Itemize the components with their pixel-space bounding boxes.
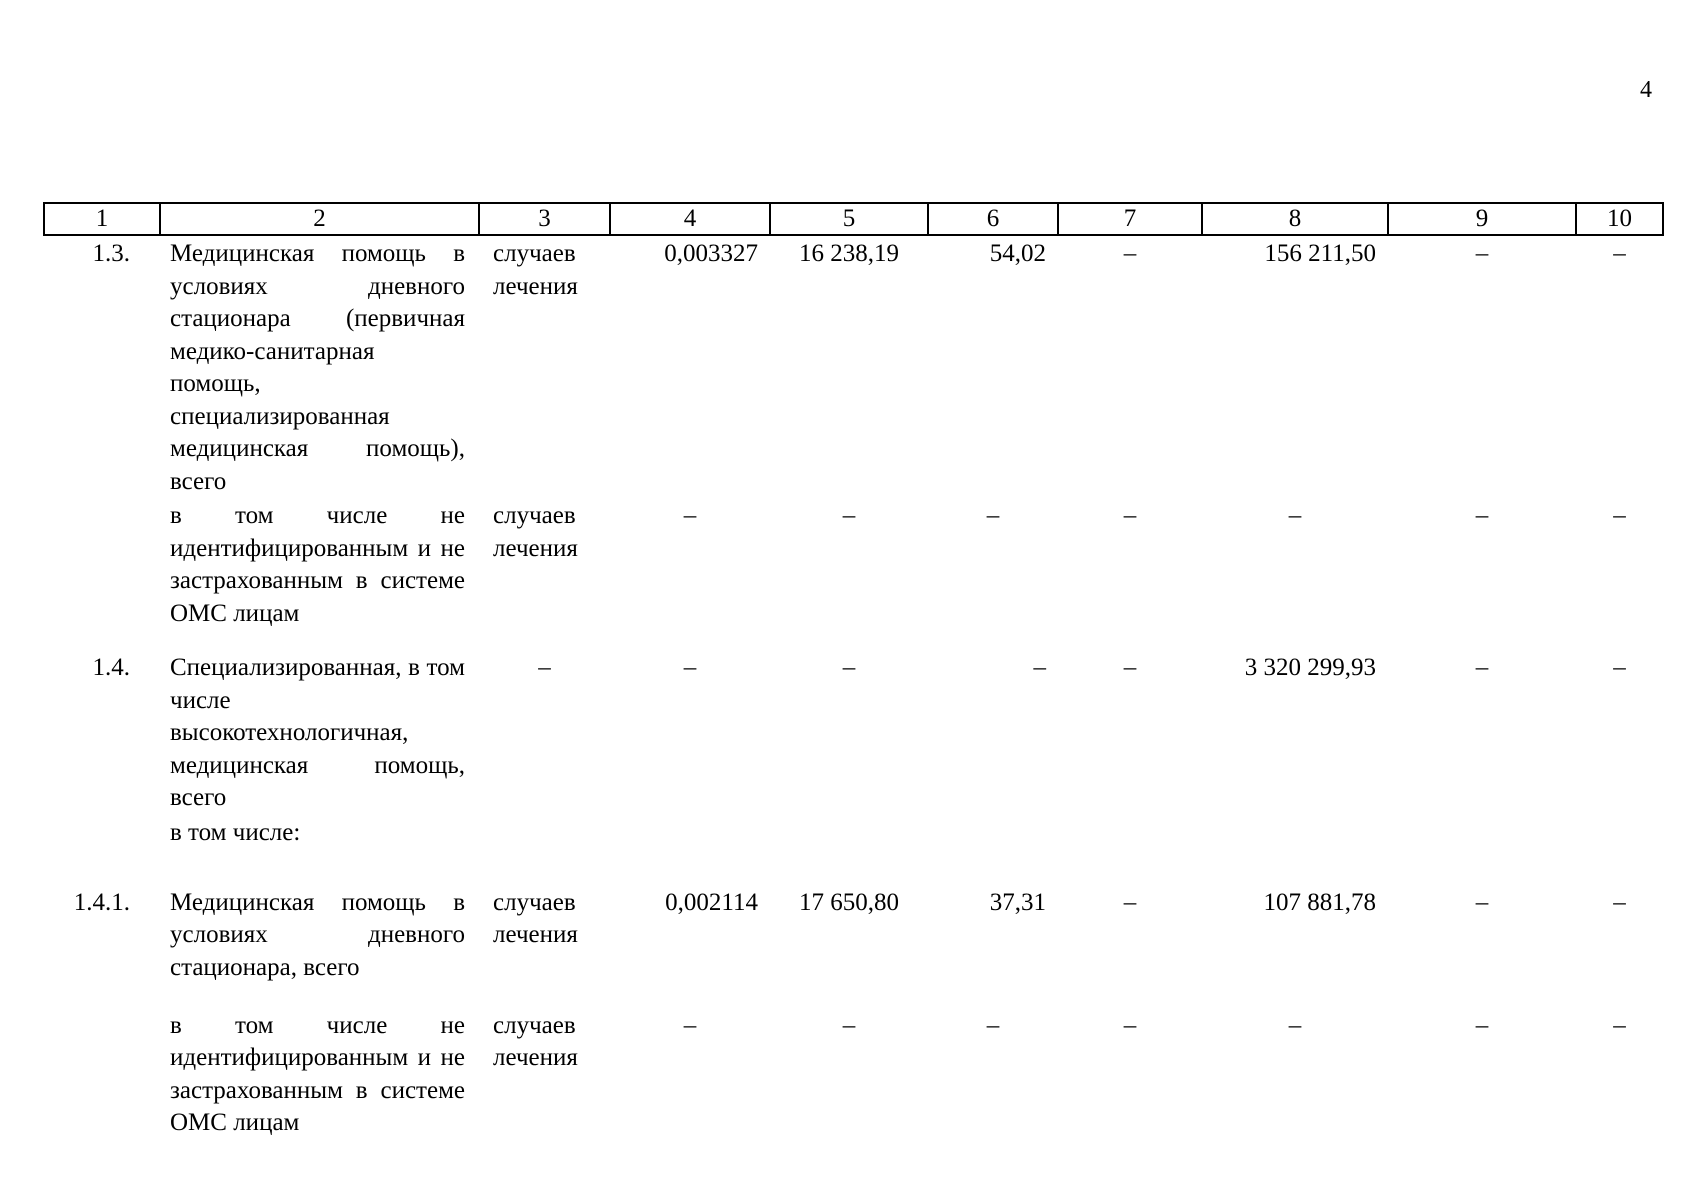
cell-col-7: – bbox=[1123, 502, 1137, 529]
row-description: в том числе: bbox=[170, 818, 301, 846]
cell-col-7: – bbox=[1123, 240, 1137, 267]
column-header: 4 bbox=[610, 203, 770, 235]
table-row-1-4-1 bbox=[44, 885, 1663, 1008]
row-unit: случаев лечения bbox=[493, 502, 578, 562]
cell-col-7: – bbox=[1123, 654, 1137, 681]
column-header: 8 bbox=[1202, 203, 1388, 235]
table-row-1-3-sub bbox=[44, 498, 1663, 650]
row-unit bbox=[479, 815, 610, 885]
table-row-subheading bbox=[44, 815, 1663, 885]
column-header: 9 bbox=[1388, 203, 1576, 235]
cell-col-6: 37,31 bbox=[989, 888, 1046, 916]
row-number bbox=[44, 498, 160, 650]
row-description: Специализированная, в том числе высокотехнологичная, медицинская помощь, всего bbox=[170, 654, 465, 811]
cell-col-8 bbox=[1202, 815, 1388, 885]
cell-col-8: – bbox=[1288, 502, 1302, 529]
cell-col-8: 156 211,50 bbox=[1264, 240, 1376, 267]
cell-col-6: – bbox=[986, 502, 1000, 529]
cell-col-6: 54,02 bbox=[989, 240, 1046, 267]
cell-col-4: 0,003327 bbox=[664, 240, 758, 267]
cell-col-7 bbox=[1058, 815, 1202, 885]
cell-col-4: – bbox=[683, 654, 697, 681]
cell-col-4: 0,002114 bbox=[665, 888, 758, 916]
row-unit: случаев лечения bbox=[493, 888, 578, 948]
cell-col-4 bbox=[610, 815, 770, 885]
column-header: 2 bbox=[160, 203, 479, 235]
row-number bbox=[44, 815, 160, 885]
cell-col-5 bbox=[770, 815, 928, 885]
row-number bbox=[44, 1008, 160, 1148]
cell-col-9: – bbox=[1475, 502, 1489, 529]
cell-col-9: – bbox=[1475, 240, 1489, 267]
column-header: 3 bbox=[479, 203, 610, 235]
cell-col-5: 17 650,80 bbox=[799, 888, 899, 916]
cell-col-8: – bbox=[1288, 1011, 1302, 1039]
row-description: Медицинская помощь в условиях дневного стационара (первичная медико-санитарная помощь, специализированная медицинская помощь), всего bbox=[170, 240, 465, 495]
cell-col-4: – bbox=[683, 502, 697, 529]
row-unit: случаев лечения bbox=[493, 1011, 578, 1071]
cell-col-8: 3 320 299,93 bbox=[1244, 654, 1376, 681]
cell-col-10 bbox=[1576, 815, 1663, 885]
table-row-1-4-1-sub bbox=[44, 1008, 1663, 1148]
page-number: 4 bbox=[1640, 77, 1652, 103]
table-row-1-4 bbox=[44, 650, 1663, 815]
cell-col-4: – bbox=[683, 1011, 697, 1039]
cell-col-6: – bbox=[1033, 654, 1046, 681]
cell-col-10: – bbox=[1613, 654, 1626, 681]
cell-col-10: – bbox=[1613, 1011, 1626, 1039]
row-unit: случаев лечения bbox=[493, 240, 578, 300]
row-description: в том числе не идентифицированным и не застрахованным в системе ОМС лицам bbox=[170, 502, 465, 627]
cell-col-8: 107 881,78 bbox=[1263, 888, 1376, 916]
cell-col-9: – bbox=[1475, 888, 1489, 916]
cell-col-7: – bbox=[1123, 888, 1137, 916]
column-header: 10 bbox=[1576, 203, 1663, 235]
column-header: 6 bbox=[928, 203, 1058, 235]
cell-col-10: – bbox=[1613, 502, 1626, 529]
row-unit: – bbox=[538, 654, 551, 681]
row-description: в том числе не идентифицированным и не застрахованным в системе ОМС лицам bbox=[170, 1011, 465, 1136]
cell-col-10: – bbox=[1613, 240, 1626, 267]
row-description: Медицинская помощь в условиях дневного стационара, всего bbox=[170, 888, 465, 981]
row-number: 1.4. bbox=[92, 654, 130, 681]
cell-col-5: – bbox=[842, 654, 856, 681]
cell-col-5: 16 238,19 bbox=[799, 240, 899, 267]
column-number-header-row bbox=[44, 203, 1663, 235]
cell-col-9: – bbox=[1475, 654, 1489, 681]
data-table bbox=[43, 202, 1664, 1148]
column-header: 7 bbox=[1058, 203, 1202, 235]
cell-col-10: – bbox=[1613, 888, 1626, 916]
row-number: 1.4.1. bbox=[73, 888, 130, 916]
cell-col-5: – bbox=[842, 1011, 856, 1039]
cell-col-9 bbox=[1388, 815, 1576, 885]
cell-col-6: – bbox=[986, 1011, 1000, 1039]
cell-col-6 bbox=[928, 815, 1058, 885]
cell-col-9: – bbox=[1475, 1011, 1489, 1039]
cell-col-5: – bbox=[842, 502, 856, 529]
row-number: 1.3. bbox=[92, 240, 130, 267]
column-header: 5 bbox=[770, 203, 928, 235]
table-row-1-3 bbox=[44, 235, 1663, 498]
cell-col-7: – bbox=[1123, 1011, 1137, 1039]
column-header: 1 bbox=[44, 203, 160, 235]
data-table-container bbox=[43, 202, 1662, 1148]
